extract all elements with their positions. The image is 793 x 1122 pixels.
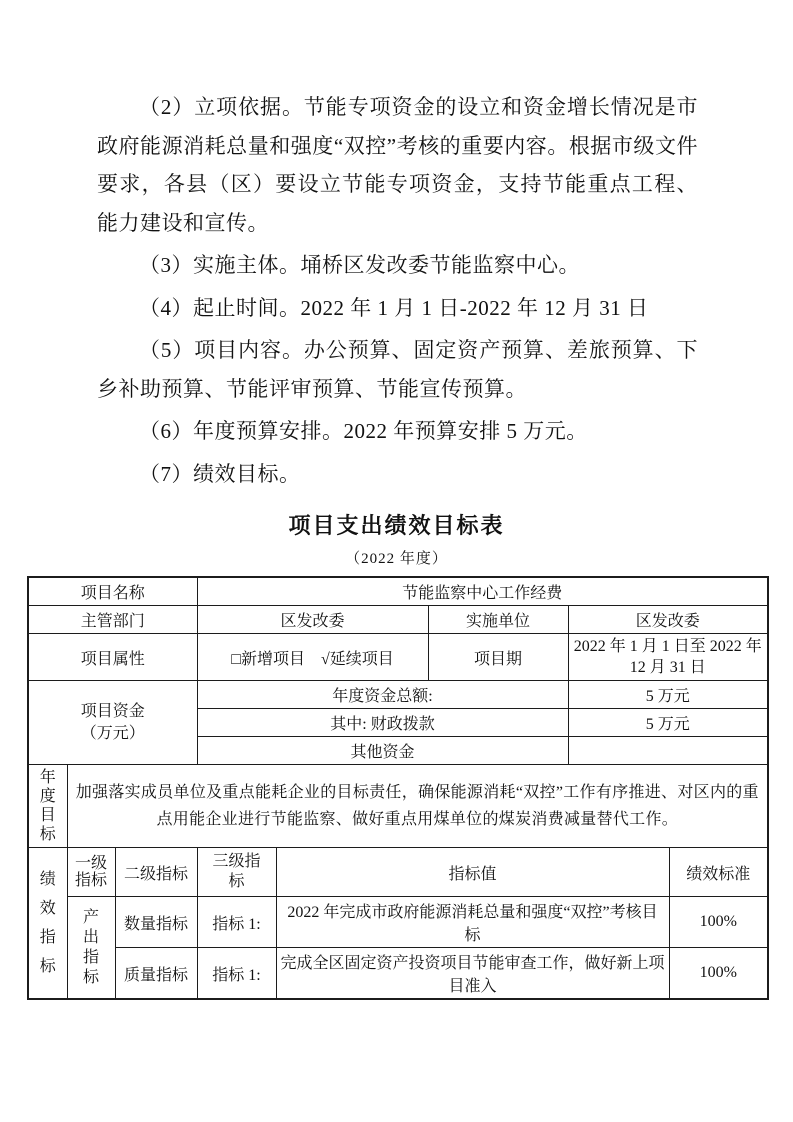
performance-section-label: 绩效指标 xyxy=(28,848,67,1000)
paragraph-basis: （2）立项依据。节能专项资金的设立和资金增长情况是市政府能源消耗总量和强度“双控”考核的重要内容。根据市级文件要求，各县（区）要设立节能专项资金，支持节能重点工程、能力建设和宣传。 xyxy=(97,95,698,235)
dept-label: 主管部门 xyxy=(28,606,197,634)
paragraph-content: （5）项目内容。办公预算、固定资产预算、差旅预算、下乡补助预算、节能评审预算、节能宣传预算。 xyxy=(97,338,698,401)
header-level3: 三级指标 xyxy=(197,848,276,897)
table-row xyxy=(28,681,768,709)
period-label: 项目期 xyxy=(428,634,568,681)
table-row xyxy=(28,897,768,948)
performance-target-table xyxy=(27,576,769,1000)
quality-indicator-label: 质量指标 xyxy=(115,948,197,1000)
paragraph-timeframe: （4）起止时间。2022 年 1 月 1 日-2022 年 12 月 31 日 xyxy=(139,295,649,320)
project-name-label: 项目名称 xyxy=(28,577,197,606)
quality-indicator-value: 完成全区固定资产投资项目节能审查工作，做好新上项目准入 xyxy=(276,948,669,1000)
output-indicator-group-label: 产出指标 xyxy=(67,897,115,1000)
dept-value: 区发改委 xyxy=(197,606,428,634)
header-level2: 二级指标 xyxy=(115,848,197,897)
attribute-label: 项目属性 xyxy=(28,634,197,681)
annual-goal-text: 加强落实成员单位及重点能耗企业的目标责任，确保能源消耗“双控”工作有序推进、对区内的重点用能企业进行节能监察、做好重点用煤单位的煤炭消费减量替代工作。 xyxy=(67,765,768,848)
funds-label-line2: （万元） xyxy=(80,724,145,742)
header-indicator-value: 指标值 xyxy=(276,848,669,897)
quantity-indicator-value: 2022 年完成市政府能源消耗总量和强度“双控”考核目标 xyxy=(276,897,669,948)
annual-goal-label: 年度目标 xyxy=(28,765,67,848)
quantity-indicator-standard: 100% xyxy=(669,897,768,948)
table-row xyxy=(28,577,768,606)
quantity-indicator-number: 指标 1: xyxy=(197,897,276,948)
paragraph-implementer: （3）实施主体。埇桥区发改委节能监察中心。 xyxy=(139,253,580,277)
funds-label xyxy=(28,681,197,765)
table-row xyxy=(28,848,768,897)
header-level1: 一级指标 xyxy=(67,848,115,897)
project-name-value: 节能监察中心工作经费 xyxy=(197,577,768,606)
funds-other-label: 其他资金 xyxy=(197,737,568,765)
table-row xyxy=(28,634,768,681)
unit-label: 实施单位 xyxy=(428,606,568,634)
funds-fiscal-value: 5 万元 xyxy=(568,709,768,737)
table-subtitle: （2022 年度） xyxy=(345,551,448,567)
funds-total-value: 5 万元 xyxy=(568,681,768,709)
body-text-block xyxy=(97,88,698,493)
quantity-indicator-label: 数量指标 xyxy=(115,897,197,948)
quality-indicator-number: 指标 1: xyxy=(197,948,276,1000)
unit-value: 区发改委 xyxy=(568,606,768,634)
header-standard: 绩效标准 xyxy=(669,848,768,897)
table-row xyxy=(28,765,768,848)
funds-label-line1: 项目资金 xyxy=(80,702,145,720)
quality-indicator-standard: 100% xyxy=(669,948,768,1000)
attribute-checkboxes: □新增项目 √延续项目 xyxy=(197,634,428,681)
paragraph-budget: （6）年度预算安排。2022 年预算安排 5 万元。 xyxy=(139,419,588,443)
period-value: 2022 年 1 月 1 日至 2022 年 12 月 31 日 xyxy=(568,634,768,681)
funds-total-label: 年度资金总额: xyxy=(197,681,568,709)
table-row xyxy=(28,606,768,634)
funds-fiscal-label: 其中: 财政拨款 xyxy=(197,709,568,737)
paragraph-performance-goal: （7）绩效目标。 xyxy=(139,461,301,486)
funds-other-value xyxy=(568,737,768,765)
table-title: 项目支出绩效目标表 xyxy=(288,513,505,538)
table-row xyxy=(28,948,768,1000)
